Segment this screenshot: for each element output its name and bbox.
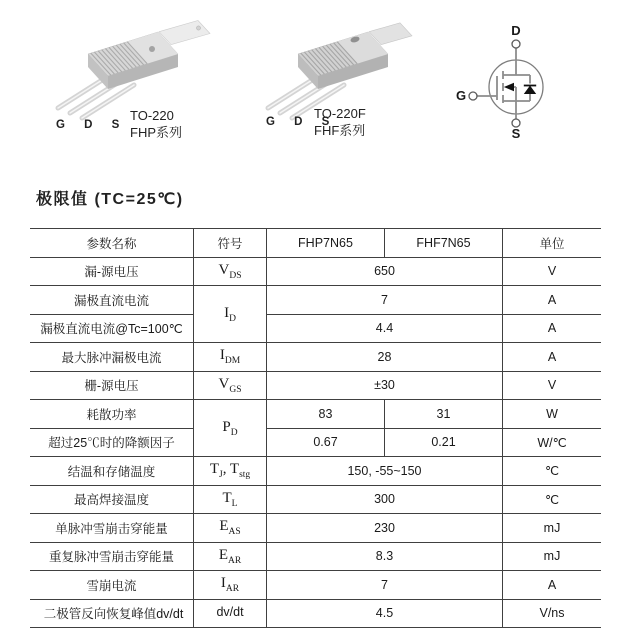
gate-label: G [455, 88, 467, 103]
value-cell: ±30 [267, 371, 503, 400]
unit-cell: mJ [503, 514, 602, 543]
symbol-cell: $I_D$ [194, 286, 267, 343]
table-row [30, 485, 601, 514]
unit-cell: A [503, 343, 602, 372]
param-cell: 最高焊接温度 [30, 485, 194, 514]
package1-name: TO-220 [130, 108, 174, 123]
header-unit: 单位 [503, 229, 602, 258]
param-cell: 重复脉冲雪崩击穿能量 [30, 542, 194, 571]
symbol-cell: $V_{GS}$ [194, 371, 267, 400]
value-cell-fhf: 31 [385, 400, 503, 429]
param-cell: 漏极直流电流 [30, 286, 194, 315]
value-cell: 650 [267, 257, 503, 286]
value-cell: 150, -55~150 [267, 457, 503, 486]
param-cell: 漏-源电压 [30, 257, 194, 286]
table-row [30, 343, 601, 372]
table-row [30, 599, 601, 628]
param-cell: 单脉冲雪崩击穿能量 [30, 514, 194, 543]
header-symbol: 符号 [194, 229, 267, 258]
header-col-fhf7n65: FHF7N65 [385, 229, 503, 258]
param-cell: 雪崩电流 [30, 571, 194, 600]
table-row [30, 457, 601, 486]
param-cell: 漏极直流电流@Tc=100℃ [30, 314, 194, 343]
table-row [30, 542, 601, 571]
param-cell: 耗散功率 [30, 400, 194, 429]
value-cell: 4.5 [267, 599, 503, 628]
mold-mark [149, 46, 155, 52]
param-cell: 最大脉冲漏极电流 [30, 343, 194, 372]
param-cell: 结温和存储温度 [30, 457, 194, 486]
mosfet-internal-lines [477, 48, 530, 119]
header-col-fhp7n65: FHP7N65 [267, 229, 385, 258]
table-row [30, 314, 601, 343]
unit-cell: W/℃ [503, 428, 602, 457]
package-tab [159, 21, 210, 45]
param-cell: 栅-源电压 [30, 371, 194, 400]
header-param: 参数名称 [30, 229, 194, 258]
package1-lead-labels: G D S [56, 119, 128, 131]
value-cell-fhf: 0.21 [385, 428, 503, 457]
table-header-row [30, 229, 601, 258]
value-cell: 230 [267, 514, 503, 543]
unit-cell: mJ [503, 542, 602, 571]
symbol-cell: $T_L$ [194, 485, 267, 514]
package2-name: TO-220F [314, 106, 366, 121]
symbol-cell: $V_{DS}$ [194, 257, 267, 286]
package1-caption [130, 107, 182, 141]
package-body [88, 32, 178, 89]
value-cell: 8.3 [267, 542, 503, 571]
table-row [30, 428, 601, 457]
unit-cell: A [503, 314, 602, 343]
table-row [30, 571, 601, 600]
table-row [30, 371, 601, 400]
package2-series: FHF系列 [314, 123, 366, 138]
symbol-cell: $I_{AR}$ [194, 571, 267, 600]
value-cell: 300 [267, 485, 503, 514]
mosfet-symbol [452, 14, 582, 154]
unit-cell: A [503, 286, 602, 315]
value-cell: 7 [267, 286, 503, 315]
param-cell: 二极管反向恢复峰值dv/dt [30, 599, 194, 628]
drain-terminal [512, 40, 520, 48]
body-diode [524, 86, 536, 95]
symbol-cell: $E_{AR}$ [194, 542, 267, 571]
unit-cell: W [503, 400, 602, 429]
unit-cell: V/ns [503, 599, 602, 628]
table-row [30, 286, 601, 315]
section-title: 极限值 (TC=25℃) [36, 191, 184, 208]
unit-cell: V [503, 371, 602, 400]
drain-label: D [511, 23, 521, 38]
table-row [30, 257, 601, 286]
symbol-cell: dv/dt [194, 599, 267, 628]
unit-cell: ℃ [503, 485, 602, 514]
symbol-cell: $P_D$ [194, 400, 267, 457]
package-body [298, 32, 388, 89]
unit-cell: V [503, 257, 602, 286]
table-row [30, 514, 601, 543]
unit-cell: ℃ [503, 457, 602, 486]
symbol-cell: $T_J$, $T_{stg}$ [194, 457, 267, 486]
symbol-cell: $E_{AS}$ [194, 514, 267, 543]
mounting-hole [196, 26, 200, 30]
ratings-table [30, 228, 601, 628]
value-cell-fhp: 83 [267, 400, 385, 429]
unit-cell: A [503, 571, 602, 600]
gate-terminal [469, 92, 477, 100]
package2-lead-labels: G D S [266, 116, 338, 128]
value-cell: 7 [267, 571, 503, 600]
package1-series: FHP系列 [130, 125, 183, 140]
table-row [30, 400, 601, 429]
value-cell: 28 [267, 343, 503, 372]
value-cell: 4.4 [267, 314, 503, 343]
symbol-cell: $I_{DM}$ [194, 343, 267, 372]
source-label: S [511, 126, 521, 141]
param-cell: 超过25℃时的降额因子 [30, 428, 194, 457]
body-arrow [504, 83, 514, 91]
value-cell-fhp: 0.67 [267, 428, 385, 457]
package2-caption [314, 105, 366, 139]
